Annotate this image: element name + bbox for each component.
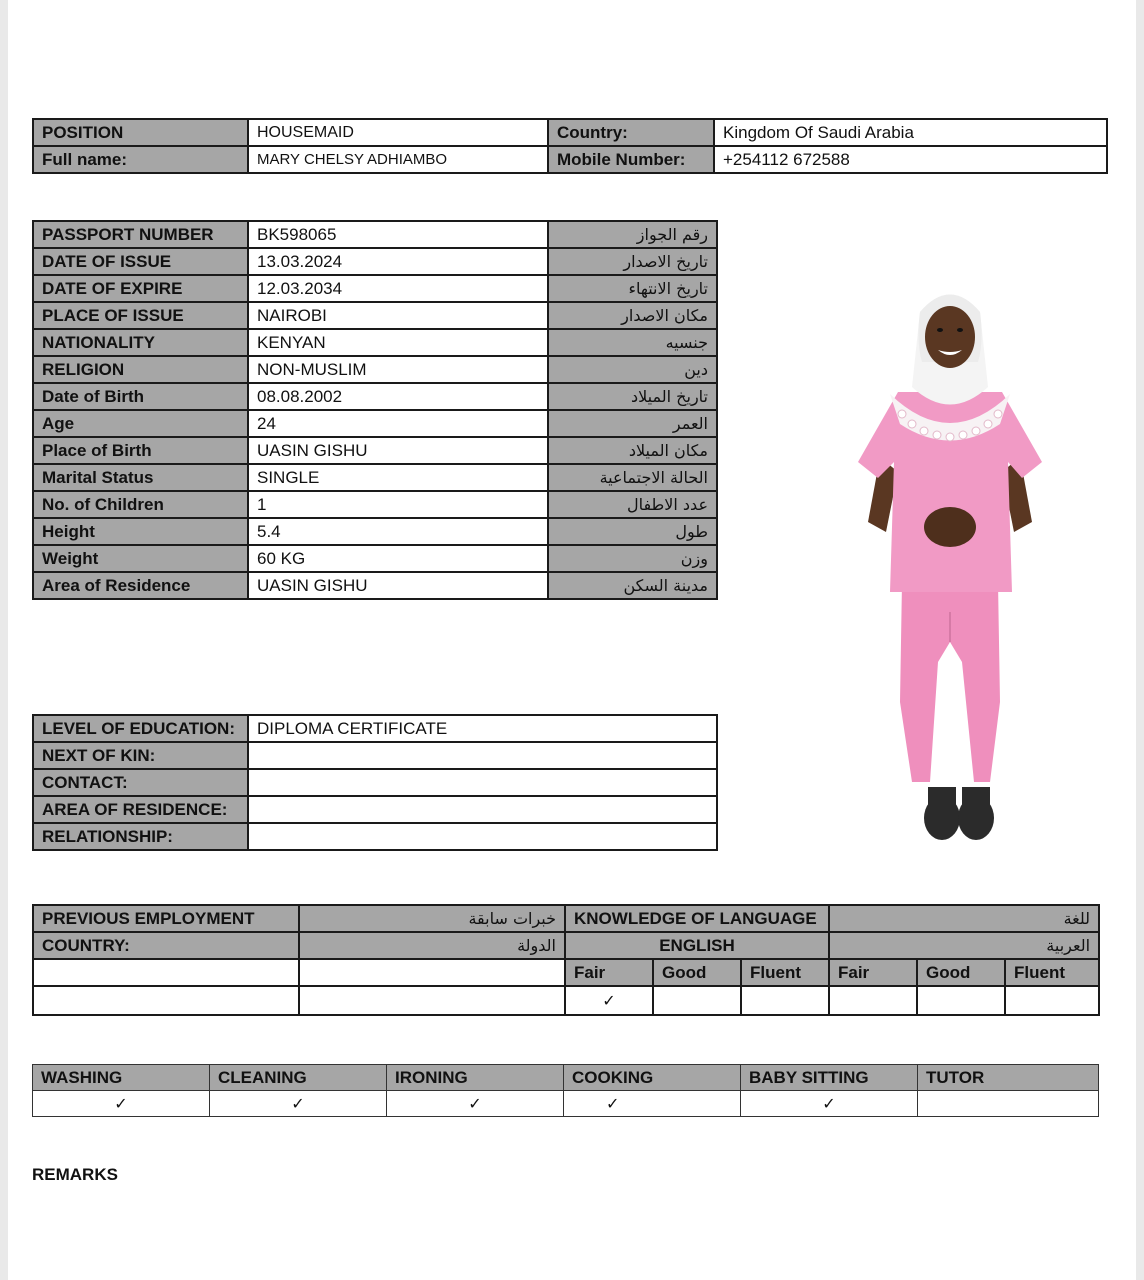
passport-field-value: UASIN GISHU xyxy=(248,572,548,599)
passport-field-value: KENYAN xyxy=(248,329,548,356)
check-arabic-fluent xyxy=(1005,986,1099,1015)
passport-field-value: 12.03.2034 xyxy=(248,275,548,302)
passport-row xyxy=(33,437,717,464)
remarks-label: REMARKS xyxy=(32,1165,118,1184)
education-field-label: AREA OF RESIDENCE: xyxy=(33,796,248,823)
passport-field-label: Height xyxy=(33,518,248,545)
passport-field-label: DATE OF EXPIRE xyxy=(33,275,248,302)
education-field-value: DIPLOMA CERTIFICATE xyxy=(248,715,717,742)
previous-employment-label: PREVIOUS EMPLOYMENT xyxy=(33,905,299,932)
skill-tutor: TUTOR xyxy=(918,1065,1099,1091)
education-field-label: LEVEL OF EDUCATION: xyxy=(33,715,248,742)
passport-field-arabic: دين xyxy=(548,356,717,383)
check-tutor xyxy=(918,1091,1099,1117)
knowledge-of-language-label: KNOWLEDGE OF LANGUAGE xyxy=(565,905,829,932)
passport-field-arabic: مكان الاصدار xyxy=(548,302,717,329)
employment-header-row xyxy=(33,905,1099,932)
passport-field-label: Age xyxy=(33,410,248,437)
passport-row xyxy=(33,572,717,599)
education-field-value xyxy=(248,796,717,823)
employment-cell xyxy=(33,959,299,986)
skill-ironing: IRONING xyxy=(387,1065,564,1091)
education-field-label: NEXT OF KIN: xyxy=(33,742,248,769)
passport-field-arabic: تاريخ الانتهاء xyxy=(548,275,717,302)
passport-field-label: Marital Status xyxy=(33,464,248,491)
passport-field-value: 5.4 xyxy=(248,518,548,545)
education-table xyxy=(32,714,718,851)
education-field-label: RELATIONSHIP: xyxy=(33,823,248,850)
check-washing: ✓ xyxy=(33,1091,210,1117)
check-cooking: ✓ xyxy=(564,1091,741,1117)
level-english-fair: Fair xyxy=(565,959,653,986)
passport-table xyxy=(32,220,718,600)
passport-row xyxy=(33,464,717,491)
skills-header-row xyxy=(33,1065,1099,1091)
passport-field-value: UASIN GISHU xyxy=(248,437,548,464)
level-arabic-good: Good xyxy=(917,959,1005,986)
fullname-label: Full name: xyxy=(33,146,248,173)
position-value: HOUSEMAID xyxy=(248,119,548,146)
passport-field-arabic: وزن xyxy=(548,545,717,572)
passport-field-label: PASSPORT NUMBER xyxy=(33,221,248,248)
check-arabic-fair xyxy=(829,986,917,1015)
passport-field-value: 24 xyxy=(248,410,548,437)
position-label: POSITION xyxy=(33,119,248,146)
passport-row xyxy=(33,545,717,572)
previous-employment-arabic: خبرات سابقة xyxy=(299,905,565,932)
arabic-language-label: العربية xyxy=(829,932,1099,959)
check-arabic-good xyxy=(917,986,1005,1015)
language-levels-row xyxy=(33,959,1099,986)
mobile-label: Mobile Number: xyxy=(548,146,714,173)
passport-field-value: 08.08.2002 xyxy=(248,383,548,410)
passport-field-label: Date of Birth xyxy=(33,383,248,410)
passport-row xyxy=(33,302,717,329)
level-arabic-fluent: Fluent xyxy=(1005,959,1099,986)
level-arabic-fair: Fair xyxy=(829,959,917,986)
passport-field-label: Area of Residence xyxy=(33,572,248,599)
education-field-label: CONTACT: xyxy=(33,769,248,796)
skill-baby-sitting: BABY SITTING xyxy=(741,1065,918,1091)
employment-language-table xyxy=(32,904,1100,1016)
employment-country-row xyxy=(33,932,1099,959)
passport-field-value: NAIROBI xyxy=(248,302,548,329)
passport-row xyxy=(33,248,717,275)
passport-row xyxy=(33,356,717,383)
passport-row xyxy=(33,221,717,248)
language-arabic-label: للغة xyxy=(829,905,1099,932)
passport-row xyxy=(33,383,717,410)
education-row xyxy=(33,769,717,796)
passport-field-value: 60 KG xyxy=(248,545,548,572)
skill-washing: WASHING xyxy=(33,1065,210,1091)
country-value: Kingdom Of Saudi Arabia xyxy=(714,119,1107,146)
passport-field-label: Place of Birth xyxy=(33,437,248,464)
education-row xyxy=(33,796,717,823)
passport-field-arabic: رقم الجواز xyxy=(548,221,717,248)
country-label-emp: COUNTRY: xyxy=(33,932,299,959)
check-english-fair: ✓ xyxy=(565,986,653,1015)
level-english-fluent: Fluent xyxy=(741,959,829,986)
passport-row xyxy=(33,410,717,437)
employment-cell xyxy=(33,986,299,1015)
passport-field-arabic: جنسيه xyxy=(548,329,717,356)
education-row xyxy=(33,715,717,742)
check-ironing: ✓ xyxy=(387,1091,564,1117)
passport-field-arabic: تاريخ الميلاد xyxy=(548,383,717,410)
country-arabic-emp: الدولة xyxy=(299,932,565,959)
employment-cell xyxy=(299,959,565,986)
country-label: Country: xyxy=(548,119,714,146)
check-english-fluent xyxy=(741,986,829,1015)
candidate-photo xyxy=(850,282,1050,847)
skill-cleaning: CLEANING xyxy=(210,1065,387,1091)
passport-field-value: 1 xyxy=(248,491,548,518)
passport-field-arabic: طول xyxy=(548,518,717,545)
header-row-2 xyxy=(33,146,1107,173)
education-field-value xyxy=(248,769,717,796)
check-baby-sitting: ✓ xyxy=(741,1091,918,1117)
passport-row xyxy=(33,275,717,302)
education-row xyxy=(33,742,717,769)
skills-table xyxy=(32,1064,1099,1117)
skill-cooking: COOKING xyxy=(564,1065,741,1091)
education-row xyxy=(33,823,717,850)
passport-field-arabic: العمر xyxy=(548,410,717,437)
passport-field-arabic: تاريخ الاصدار xyxy=(548,248,717,275)
passport-field-arabic: مكان الميلاد xyxy=(548,437,717,464)
language-checks-row xyxy=(33,986,1099,1015)
passport-field-arabic: مدينة السكن xyxy=(548,572,717,599)
passport-field-value: SINGLE xyxy=(248,464,548,491)
passport-field-value: BK598065 xyxy=(248,221,548,248)
passport-field-label: NATIONALITY xyxy=(33,329,248,356)
english-label: ENGLISH xyxy=(565,932,829,959)
fullname-value: MARY CHELSY ADHIAMBO xyxy=(248,146,548,173)
passport-field-label: DATE OF ISSUE xyxy=(33,248,248,275)
skills-check-row xyxy=(33,1091,1099,1117)
header-table xyxy=(32,118,1108,174)
passport-row xyxy=(33,518,717,545)
education-field-value xyxy=(248,823,717,850)
cv-page xyxy=(8,0,1136,1280)
passport-field-label: No. of Children xyxy=(33,491,248,518)
passport-field-label: Weight xyxy=(33,545,248,572)
passport-row xyxy=(33,329,717,356)
passport-row xyxy=(33,491,717,518)
passport-field-label: PLACE OF ISSUE xyxy=(33,302,248,329)
mobile-value: +254112 672588 xyxy=(714,146,1107,173)
employment-cell xyxy=(299,986,565,1015)
level-english-good: Good xyxy=(653,959,741,986)
passport-field-arabic: عدد الاطفال xyxy=(548,491,717,518)
check-cleaning: ✓ xyxy=(210,1091,387,1117)
passport-field-arabic: الحالة الاجتماعية xyxy=(548,464,717,491)
education-field-value xyxy=(248,742,717,769)
header-row-1 xyxy=(33,119,1107,146)
check-english-good xyxy=(653,986,741,1015)
passport-field-value: 13.03.2024 xyxy=(248,248,548,275)
passport-field-value: NON-MUSLIM xyxy=(248,356,548,383)
passport-field-label: RELIGION xyxy=(33,356,248,383)
